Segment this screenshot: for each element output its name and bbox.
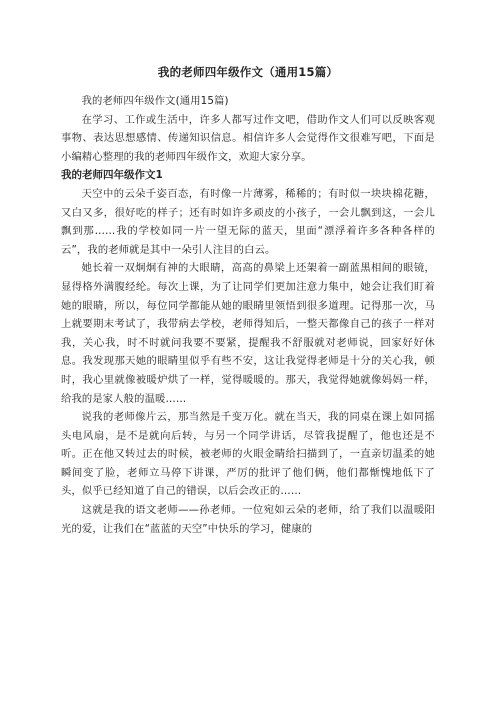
intro-line: 我的老师四年级作文(通用15篇) xyxy=(81,95,229,107)
section-heading: 我的老师四年级作文1 xyxy=(61,169,163,182)
body-paragraph-2: 她长着一双炯炯有神的大眼睛，高高的鼻梁上还架着一副蓝黑相间的眼镜，显得格外满腹经纶。每次上课，为了让同学们更加注意力集中，她会让我们盯着她的眼睛，所以，每位同学都能从她的眼睛里领悟到很多道理。记得那一次，马上就要期末考试了，我带病去学校，老师得知后，一整天都像自己的孩子一样对我，关心我，时不时就问我要不要紧，提醒我不舒服就对老师说，回家好好休息。我发现那天她的眼睛里似乎有些不安，这让我觉得老师是十分的关心我，顿时，我心里就像被暖炉烘了一样，觉得暖暖的。那天，我觉得她就像妈妈一样，给我的是家人般的温暖…… xyxy=(61,262,435,405)
body-paragraph-3: 说我的老师像片云，那当然是千变万化。就在当天，我的同桌在课上如同摇头电风扇，是不是就向后转，与另一个同学讲话，尽管我提醒了，他也还是不听。正在他又转过去的时候，被老师的火眼金睛给扫描到了，一直亲切温柔的她瞬间变了脸，老师立马停下讲课，严厉的批评了他们俩，他们都惭愧地低下了头，似乎已经知道了自己的错误，以后会改正的…… xyxy=(61,411,435,498)
document-page xyxy=(61,64,435,538)
body-paragraph-1: 天空中的云朵千姿百态，有时像一片薄雾，稀稀的；有时似一块块棉花糖，又白又多，很好吃的样子；还有时如许多顽皮的小孩子，一会儿飘到这，一会儿飘到那……我的学校如同一片一望无际的蓝天，里面“漂浮着许多各种各样的云”，我的老师就是其中一朵引人注目的白云。 xyxy=(61,187,435,256)
body-paragraph-4: 这就是我的语文老师——孙老师。一位宛如云朵的老师，给了我们以温暖阳光的爱，让我们在“蓝蓝的天空”中快乐的学习，健康的 xyxy=(61,504,435,535)
document-title: 我的老师四年级作文（通用15篇） xyxy=(157,65,339,79)
intro-paragraph: 在学习、工作或生活中，许多人都写过作文吧，借助作文人们可以反映客观事物、表达思想感情、传递知识信息。相信许多人会觉得作文很难写吧，下面是小编精心整理的我的老师四年级作文，欢迎大家分享。 xyxy=(61,113,435,163)
